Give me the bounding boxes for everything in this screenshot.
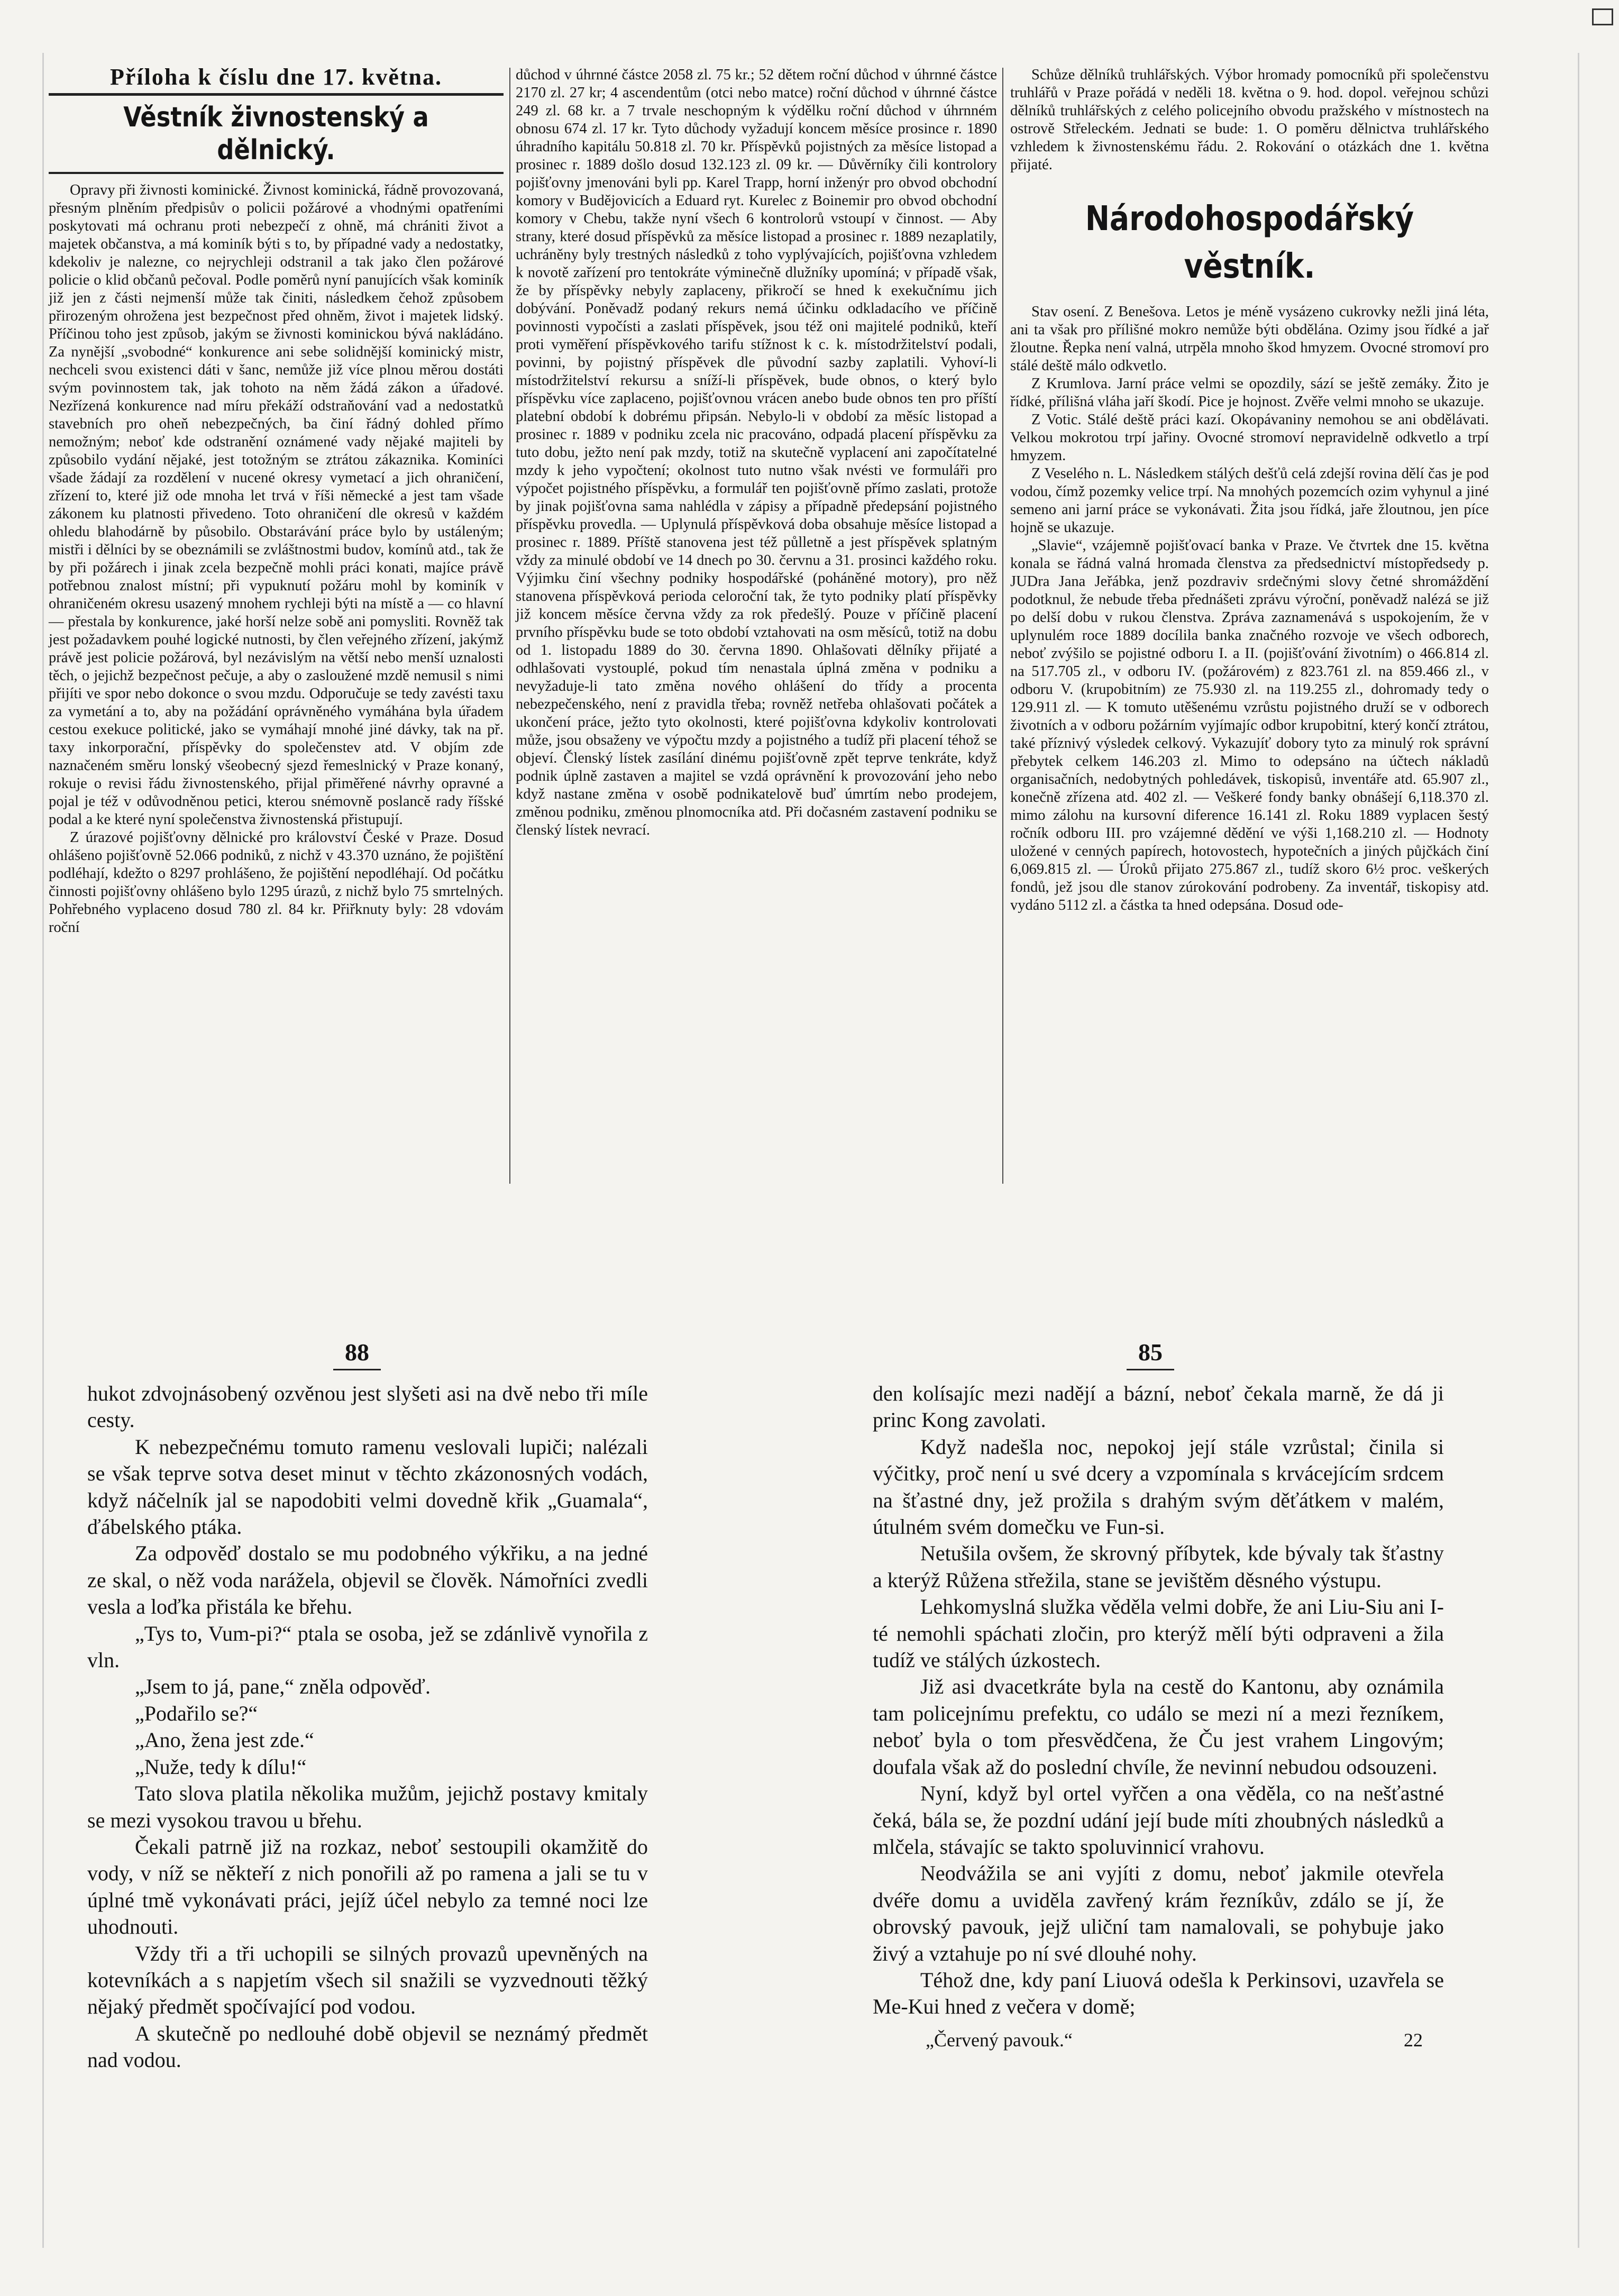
paragraph: den kolísajíc mezi nadějí a bázní, neboť čekala marně, že dá ji princ Kong zavolati. xyxy=(873,1382,1444,1432)
footer-title: „Červený pavouk.“ xyxy=(926,2029,1073,2051)
paragraph: Za odpověď dostalo se mu podobného výkřiku, a na jedné ze skal, o něž voda narážela, objevil se člověk. Námořníci zvedli vesla a loďka přistála ke břehu. xyxy=(87,1541,648,1619)
narodohospodarsky-heading: Národohospodářský věstník. xyxy=(1085,199,1414,286)
paragraph: Když nadešla noc, nepokoj její stále vzrůstal; činila si výčitky, proč není u své dcery a vzpomínala s krvácejícím srdcem na šťastné dny, jež prožila s drahým svým děťátkem v malém, útulném svém domečku ve Fun-si. xyxy=(873,1434,1444,1539)
paragraph: K nebezpečnému tomuto ramenu veslovali lupiči; nalézali se však teprve sotva deset minut v těchto zkázonosných vodách, když náčelník jal se napodobiti velmi dovedně křik „Guamala“, ďábelského ptáka. xyxy=(87,1434,648,1539)
folio-rule xyxy=(333,1369,381,1370)
page-footer xyxy=(873,2027,1444,2053)
paragraph: Čekali patrně již na rozkaz, neboť sestoupili okamžitě do vody, v níž se někteří z nich ponořili až po ramena a jali se tu v úplné tmě vykonávati práci, jejíž účel nebylo za temné noci lze uhodnouti. xyxy=(87,1834,648,1939)
novel-right-page xyxy=(873,1380,1444,2053)
article-schuze-truhlaru: Schůze dělníků truhlářských. Výbor hromady pomocníků při společenstvu truhlářů v Praze pořádá v neděli 18. května o 9. hod. dopol. veřejnou schůzi dělníků truhlářských z celého policejního obvodu pražského v místnostech na ostrově Střeleckém. Jednati se bude: 1. O poměru dělnictva truhlářského vzhledem k živnostenskému řádu. 2. Rokování o otázkách dne 1. května přijaté. xyxy=(1010,67,1489,173)
dialogue-line: „Podařilo se?“ xyxy=(135,1701,258,1725)
paragraph: Téhož dne, kdy paní Liuová odešla k Perkinsovi, uzavřela se Me-Kui hned z večera v domě; xyxy=(873,1968,1444,2019)
article-slavie: „Slavie“, vzájemně pojišťovací banka v Praze. Ve čtvrtek dne 15. května konala se řádná valná hromada členstva za předsednictví místopředsedy p. JUDra Jana Jeřábka, jenž pozdraviv srdečnými slovy četné shromáždění podotknul, že nebude třeba přednášeti zprávu výroční, poněvadž nalézá se již po delší dobu v rukou členstva. Zpráva zaznamenává s uspokojením, že v uplynulém roce 1889 docílila banka značného rozvoje ve všech odborech, neboť zvýšilo se pojistné odboru I. a II. (pojišťování životním) o 466.814 zl. na 517.705 zl., v odboru IV. (požárovém) z 823.761 zl. na 859.466 zl., v odboru V. (krupobitním) ze 75.930 zl. na 119.255 zl., dohromady tedy o 129.911 zl. — K tomuto utěšenému vzrůstu pojistného druží se v odborech životních a v odboru požárním vyjímajíc odbor krupobitní, který končí ztrátou, také příznivý výsledek celkový. Vykazujíť dobory tyto za minulý rok správní přebytek celkem 146.203 zl. Mimo to odepsáno na účtech nákladů organisačních, nedobytných pohledávek, tiskopisů, inventáře atd. 65.907 zl., konečně zřízena atd. 402 zl. — Veškeré fondy banky obnášejí 6,118.370 zl. mimo zálohu na kursovní diference 16.141 zl. Roku 1889 vyplacen šestý ročník odboru III. pro vzájemné dědění ve výši 1,168.210 zl. — Hodnoty uložené v cenných papírech, hotovostech, hypotečních a jiných půjčkách činí 6,069.815 zl. — Úroků přijato 275.867 zl., tudíž skoro 6½ proc. veškerých fondů, jež jsou dle stanov zúrokování podrobeny. Za inventář, tiskopisy atd. vydáno 5112 zl. a částka ta hned odepsána. Dosud ode- xyxy=(1010,537,1489,913)
article-continuation: důchod v úhrnné částce 2058 zl. 75 kr.; 52 dětem roční důchod v úhrnné částce 2170 zl. 27 kr; 4 ascendentům (otci nebo matce) roční důchod v úhrnné částce 249 zl. 68 kr. a 7 trvale neschopným k výdělku roční důchod v úhrnném obnosu 674 zl. 17 kr. Tyto důchody vyžadují koncem měsíce prosince r. 1890 úhradního kapitálu 50.818 zl. 70 kr. Příspěvků pojistných za měsíce listopad a prosinec r. 1889 došlo dosud 132.123 zl. 09 kr. — Důvěrníky čili kontrolory pojišťovny jmenováni byli pp. Karel Trapp, horní inženýr pro obvod obchodní komory v Budějovicích a Eduard ryt. Kurelec z Boinemir pro obvod obchodní komory v Chebu, takže nyní všech 6 kontrolorů vstoupí v činnost. — Aby strany, které dosud příspěvků za měsíce listopad a prosinec r. 1889 nezaplatily, uchráněny byly trestných následků z toho vyplývajících, pojišťovna vzhledem k novotě zařízení pro tentokráte výminečně dlužníky upomíná; v případě však, že by příspěvky nebyly zaplaceny, přikročí se hned k exekučnímu jich dobývání. Poněvadž podaný rekurs nemá účinku odkladacího ve příčině povinnosti vypočísti a zaslati příspěvek, jsou též oni majitelé podniků, kteří proti vyměření příspěvkového tarifu stížnost k c. k. místodržitelství podali, povinni, by pojistný příspěvek dle původní sazby zaplatili. Vyhoví-li místodržitelství rekursu a sníží-li příspěvek, bude obnos, o který bylo příspěvku více zaplaceno, pojišťovnou vrácen anebo bude obnos ten pro příští platební období k dobrému připsán. Nebylo-li v období za měsíc listopad a prosinec r. 1889 v podniku zcela nic pracováno, odpadá placení příspěvku za tuto dobu, ježto není pak mzdy, totiž na skutečně vyplacení ani započítatelné mzdy k jeho vypočtení; okolnost tuto nutno však nvésti ve formuláři pro výpočet pojistného příspěvku, a formulář ten pojišťovně přímo zaslati, protože by jinak pojišťovna sama nahlédla v zápisy a případně předepsání pojistného příspěvku provedla. — Uplynulá příspěvková doba obsahuje měsíce listopad a prosinec r. 1889. Příště stanovena jest též půlletně a jest příspěvek splatným vždy za minulé období ve 14 dnech po 30. červnu a 31. prosinci každého roku. Výjimku činí všechny podniky hospodářské (poháněné motory), pro něž stanovena příspěvková perioda celoroční tak, že tyto podniky platí příspěvky již koncem měsíce června vždy za rok předešlý. Pouze v příčině placení prvního příspěvku bude se toto období vztahovati na osm měsíců, totiž na dobu od 1. listopadu 1889 do 30. června 1890. Ohlašovati dělníky přijaté a odhlašovati vystouplé, pokud tím nenastala úplná změna v podniku a nevyžaduje-li tato změna nového ohlášení do třídy a procenta nebezpečenského, není z pravidla třeba; rovněž netřeba ohlašovati počátek a ukončení práce, ježto tyto okolnosti, které pojišťovna kdykoliv kontrolovati může, jsou obsaženy ve výpočtu mzdy a pojistného a tudíž při placení téhož se objeví. Členský lístek zasílání dinému pojišťovně zpět teprve tenkráte, když podnik úplně zastaven a majitel se vzdá oprávnění k provozování jeho nebo když nastane změna v osobě podnikatelově buď úmrtím nebo prodejem, změnou podniku, změnou plnomocníka atd. Při dočasném zastavení podniku se členský lístek nevrací. xyxy=(516,67,997,838)
article-krumlov: Z Krumlova. Jarní práce velmi se opozdily, sází se ještě zemáky. Žito je řídké, přílišná vláha jaří škodí. Pice je hojnost. Zvěře velmi mnoho se ukazuje. xyxy=(1010,376,1489,410)
dialogue-line: „Jsem to já, pane,“ zněla odpověď. xyxy=(135,1675,431,1699)
vestnik-heading: Věstník živnostenský a dělnický. xyxy=(123,102,429,166)
article-veseli: Z Veselého n. L. Následkem stálých dešťů celá zdejší rovina dělí čas je pod vodou, čímž pozemky velice trpí. Na mnohých pozemcích ozim vyhynul a jiné semeno ani jarní práce se vykonávati. Žita jsou řídká, jaře žloutnou, jen píce hojně se ukazuje. xyxy=(1010,465,1489,536)
upper-column-2 xyxy=(516,66,997,839)
paragraph: hukot zdvojnásobený ozvěnou jest slyšeti asi na dvě nebo tři míle cesty. xyxy=(87,1382,648,1432)
heading-rule xyxy=(49,172,504,174)
left-page-number: 88 xyxy=(345,1339,369,1366)
column-divider xyxy=(509,68,510,1184)
article-votice: Z Votic. Stálé deště práci kazí. Okopávaniny nemohou se ani obdělávati. Velkou mokrotou trpí jařiny. Ovocné stromoví nepravidelně odkvetlo a trpí hmyzem. xyxy=(1010,411,1489,464)
dialogue-line: „Nuže, tedy k dílu!“ xyxy=(135,1754,307,1779)
issue-header: Příloha k číslu dne 17. května. xyxy=(49,65,504,96)
folio-rule xyxy=(1127,1369,1174,1370)
novel-left-page xyxy=(87,1380,648,2074)
paragraph: Již asi dvacetkráte byla na cestě do Kantonu, aby oznámila tam policejnímu prefektu, co událo se mezi ní a mezi řezníkem, neboť byla o tom přesvědčena, že Ču jest vrahem Lingovým; doufala však až do poslední chvíle, že nevinní nebudou odsouzeni. xyxy=(873,1675,1444,1779)
dialogue-line: „Ano, žena jest zde.“ xyxy=(135,1728,314,1752)
paragraph: Netušila ovšem, že skrovný příbytek, kde bývaly tak šťastny a kterýž Růžena střežila, stane se jevištěm děsného výstupu. xyxy=(873,1541,1444,1592)
right-page-number: 85 xyxy=(1138,1339,1163,1366)
paragraph: Nyní, když byl ortel vyřčen a ona věděla, co na nešťastné čeká, bála se, že pozdní udání její bude míti zhoubných následků a mlčela, stávajíc se takto spoluvinnicí vrahovu. xyxy=(873,1781,1444,1859)
paragraph: Vždy tři a tři uchopili se silných provazů upevněných na kotevníkách a s napjetím všech sil snažili se vyzvednouti těžký nějaký předmět spočívající pod vodou. xyxy=(87,1941,648,2019)
article-urazova-pojistovna: Z úrazové pojišťovny dělnické pro království České v Praze. Dosud ohlášeno pojišťovně 52.066 podniků, z nichž v 43.370 uznáno, že pojištění podléhají, kdežto o 8297 prohlášeno, že pojištění nepodléhají. Od počátku činnosti pojišťovny ohlášeno bylo 1295 úrazů, z nichž bylo 75 smrtelných. Pohřebného vyplaceno dosud 780 zl. 84 kr. Přiřknuty byly: 28 vdovám roční xyxy=(49,829,504,936)
paragraph: Tato slova platila několika mužům, jejichž postavy kmitaly se mezi vysokou travou u břehu. xyxy=(87,1781,648,1832)
paragraph: A skutečně po nedlouhé době objevil se neznámý předmět nad vodou. xyxy=(87,2021,648,2072)
upper-column-3 xyxy=(1010,66,1489,914)
footer-number: 22 xyxy=(1404,2029,1423,2051)
paragraph: Lehkomyslná služka věděla velmi dobře, že ani Liu-Siu ani I-té nemohli spáchati zločin, pro kterýž mělí býti odpraveni a žila tudíž ve stálých úzkostech. xyxy=(873,1595,1444,1672)
upper-column-1 xyxy=(49,65,504,937)
dialogue-line: „Tys to, Vum-pi?“ ptala se osoba, jež se zdánlivě vynořila z vln. xyxy=(87,1621,648,1672)
column-divider xyxy=(1002,68,1003,1184)
article-kominictvi: Opravy při živnosti kominické. Živnost kominická, řádně provozovaná, přesným plněním předpisův o policii požárové a vhodnými opatřeními poskytovati má ochranu proti nebezpečí z ohně, má chrániti život a majetek občanstva, a má kominík býti s to, by případné vady a nedostatky, kdekoliv je nalezne, co nejrychleji odstranil a tak jako člen požárové policie o klid občanů pečoval. Podle poměrů nyní panujících však kominík již jen z části nejmenší může tak činiti, následkem čehož způsobem přirozeným ohrožena jest bezpečnost před ohněm, život i majetek lidský. Příčinou toho jest způsob, jakým se živnosti kominickou bývá nakládáno. Za nynější „svobodné“ konkurence ani sebe solidnější kominický mistr, nechceli svou existenci dáti v šanc, nemůže již více plnou měrou dostáti svým povinnostem tak, jak tohoto na něm žádá zákon a úřadové. Nezřízená konkurence nad míru překáží odstraňování vad a nedostatků stavebních pro oheň nebezpečných, ba činí řádný dohled přímo nemožným; neboť kde odstranění oznámené vady nějaké majiteli by způsobilo vydání nějaké, jest totožným se ztrátou zákaznika. Kominíci všade žádají za rozdělení v nucené okresy vymetací a jich ohraničení, zřízení to, které již ode mnoha let trvá v říši německé a jest tam všade zákonem ku platnosti přivedeno. Toto ohraničení dle okresů v každém ohledu blahodárně by působilo. Obstarávání práce bylo by ustáleným; mistři i dělníci by se obeznámili se zvláštnostmi budov, komínů atd., tak že by při požárech i jinak zcela bezpečně mohli práci konati, majíce právě potřebnou znalost místní; při vypuknutí požáru mohl by kominík v ohraničeném okresu usazený mnohem rychleji býti na místě a — co hlavní — přestala by konkurence, jaké horší nelze sobě ani pomysliti. Rovněž tak jest požadavkem pouhé logické nutnosti, by člen veřejného zřízení, jakýmž právě jest policie požárová, byl nezávislým na větší nebo menší uznalosti těch, o jejichž bezpečnost pečuje, a aby o zasloužené mzdě nemusil s nimi přijíti ve spor nebo dokonce o svou mzdu. Odporučuje se tedy zavésti taxu za vymetání a to, aby na požádání oprávněného vymáhána byla úřadem cestou exekuce politické, jako se vymáhají mnohé jiné dávky, tak na př. taxy inkorporační, příspěvky do společenstev atd. V objím zde naznačeném směru lonský všeobecný sjezd řemeslnický v Praze konaný, rokuje o revisi řádu živnostenského, přijal přiměřené návrhy opravné a pojal je též v odůvodněnou petici, kterou snémovně poslancě rady říšské podal a ke které nyní společenstva živnostenská přistupují. xyxy=(49,182,504,828)
scan-corner-mark xyxy=(1592,8,1613,25)
article-stav-oseni: Stav osení. Z Benešova. Letos je méně vysázeno cukrovky nežli jiná léta, ani ta však pro přílišné mokro nemůže býti obdělána. Ozimy jsou řídké a jař žloutne. Řepka není valná, utrpěla mnoho škod hmyzem. Ovocné stromoví pro stálé deště málo odkvetlo. xyxy=(1010,304,1489,374)
paragraph: Neodvážila se ani vyjíti z domu, neboť jakmile otevřela dvéře domu a uviděla zavřený krám řezníkův, zdálo se jí, že obrovský pavouk, jejž uliční tam namalovali, se pohybuje jako živý a vztahuje po ní své dlouhé nohy. xyxy=(873,1861,1444,1965)
